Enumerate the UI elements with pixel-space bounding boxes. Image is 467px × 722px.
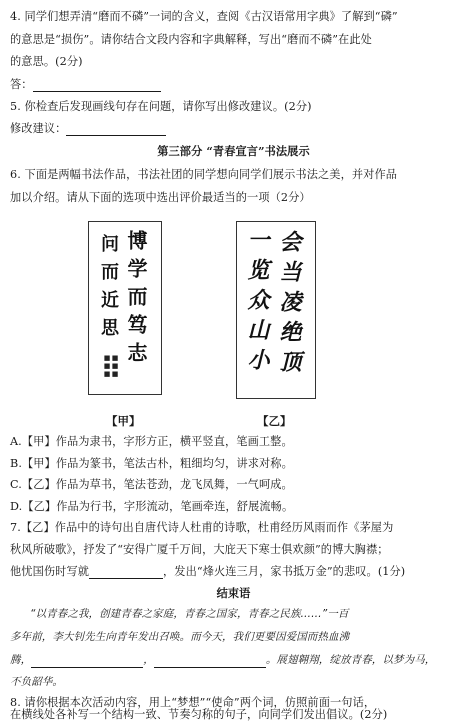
- closing-line-3-end: 。展翅翱翔，绽放青春，以梦为马，: [265, 654, 436, 666]
- q7-line-1: 7.【乙】作品中的诗句出自唐代诗人杜甫的诗歌，杜甫经历风雨而作《茅屋为: [10, 521, 394, 534]
- closing-line-4: 不负韶华。: [10, 676, 63, 688]
- artwork-jia-inscription: ■■■ ■■■: [103, 354, 119, 378]
- calligraphy-artwork-yi: [236, 221, 316, 399]
- q6-option-d[interactable]: D.【乙】作品为行书，字形流动，笔画牵连，舒展流畅。: [10, 500, 294, 513]
- q6-option-a[interactable]: A.【甲】作品为隶书，字形方正，横平竖直，笔画工整。: [10, 435, 293, 448]
- q8-line-1: 8. 请你根据本次活动内容，用上“梦想”“使命”两个词，仿照前面一句话，: [10, 696, 376, 709]
- q4-answer-label: 答：: [10, 78, 33, 91]
- closing-line-2: 多年前，李大钊先生向青年发出召唤。而今天，我们更要因爱国而热血沸: [10, 631, 350, 643]
- closing-line-3-mid: ，: [143, 654, 154, 666]
- closing-blank-1[interactable]: [31, 655, 143, 668]
- q7-line-3: [10, 564, 405, 579]
- artwork-jia-caption: 【甲】: [106, 414, 141, 428]
- q6-line-2: 加以介绍。请从下面的选项中选出评价最适当的一项（2分）: [10, 191, 311, 204]
- q6-line-1: 6. 下面是两幅书法作品，书法社团的同学想向同学们展示书法之美，并对作品: [10, 168, 398, 181]
- q4-answer-blank[interactable]: [33, 79, 161, 92]
- q6-option-b[interactable]: B.【甲】作品为篆书，笔法古朴，粗细均匀，讲求对称。: [10, 457, 293, 470]
- section-3-title: 第三部分 “青春宣言”书法展示: [157, 144, 310, 158]
- q7-answer-blank[interactable]: [89, 566, 163, 579]
- q7-line-2: 秋风所破歌》，抒发了“安得广厦千万间，大庇天下寒士俱欢颜”的博大胸襟；: [10, 543, 389, 556]
- q7-line-3-end: ，发出“烽火连三月，家书抵万金”的悲叹。(1分): [163, 565, 406, 578]
- q5-answer-label: 修改建议：: [10, 122, 67, 135]
- q7-line-3-start: 他忧国伤时写就: [10, 565, 90, 578]
- closing-line-1: “以青春之我，创建青春之家庭，青春之国家，青春之民族……”一百: [30, 608, 349, 620]
- artwork-yi-column-1: 会当凌绝顶: [276, 230, 302, 380]
- closing-title: 结束语: [216, 586, 251, 600]
- q4-line-2: 的意思是“损伤”。请你结合文段内容和字典解释，写出“磨而不磷”在此处: [10, 33, 372, 46]
- q5-line-1: 5. 你检查后发现画线句存在问题，请你写出修改建议。(2分): [10, 100, 312, 113]
- q5-answer-blank[interactable]: [66, 123, 166, 136]
- calligraphy-artwork-jia: [88, 221, 162, 395]
- closing-blank-2[interactable]: [154, 655, 266, 668]
- closing-line-3-start: 腾，: [10, 654, 32, 666]
- q4-line-3: 的意思。(2分): [10, 55, 83, 68]
- q8-line-2: 在横线处各补写一个结构一致、节奏匀称的句子，向同学们发出倡议。(2分): [10, 708, 388, 721]
- artwork-jia-column-1: 博学而笃志: [124, 230, 148, 370]
- artwork-yi-column-2: 一览众山小: [244, 228, 270, 378]
- q4-line-1: 4. 同学们想弄清“磨而不磷”一词的含义，查阅《古汉语常用字典》了解到“磷”: [10, 10, 398, 23]
- artwork-yi-caption: 【乙】: [257, 414, 292, 428]
- closing-line-3: [10, 653, 435, 668]
- artwork-jia-column-2: 问而近思: [98, 234, 119, 346]
- q5-answer: [10, 121, 166, 136]
- q4-answer: [10, 77, 161, 92]
- q6-option-c[interactable]: C.【乙】作品为草书，笔法苍劲，龙飞凤舞，一气呵成。: [10, 478, 293, 491]
